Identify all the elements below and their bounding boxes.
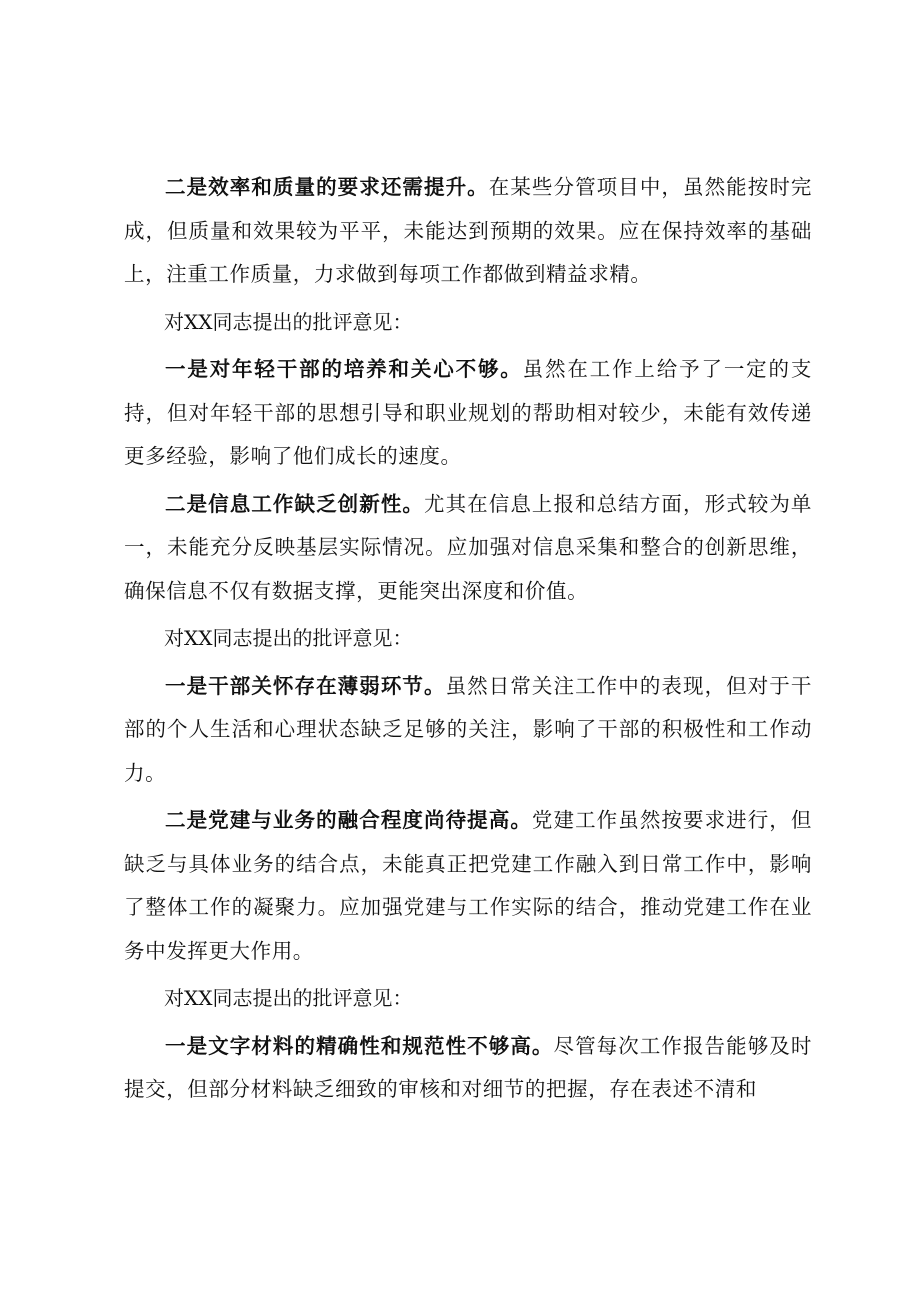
section-heading: 对XX同志提出的批评意见： <box>164 986 413 1010</box>
paragraph-lead: 二是信息工作缺乏创新性。 <box>165 491 424 516</box>
paragraph-party-building <box>124 799 812 973</box>
paragraph-text: 尤其在信息上报和总结方面，形式较为单一，未能充分反映基层实际情况。应加强对信息采集和整合的创新思维，确保信息不仅有数据支撑，更能突出深度和价值。 <box>124 491 812 603</box>
paragraph-efficiency-quality <box>124 166 812 297</box>
document-body <box>124 166 812 1112</box>
paragraph-text: 虽然日常关注工作中的表现，但对于干部的个人生活和心理状态缺乏足够的关注，影响了干部的积极性和工作动力。 <box>124 673 812 785</box>
paragraph-lead: 一是干部关怀存在薄弱环节。 <box>165 673 446 698</box>
paragraph-young-cadres <box>124 348 812 479</box>
paragraph-lead: 二是党建与业务的融合程度尚待提高。 <box>165 808 532 832</box>
paragraph-text: 虽然在工作上给予了一定的支持，但对年轻干部的思想引导和职业规划的帮助相对较少，未能有效传递更多经验，影响了他们成长的速度。 <box>124 357 812 468</box>
section-heading: 对XX同志提出的批评意见： <box>164 309 413 334</box>
paragraph-text: 党建工作虽然按要求进行，但缺乏与具体业务的结合点，未能真正把党建工作融入到日常工作中，影响了整体工作的凝聚力。应加强党建与工作实际的结合，推动党建工作在业务中发挥更大作用。 <box>124 808 812 963</box>
paragraph-lead: 二是效率和质量的要求还需提升。 <box>165 175 489 199</box>
paragraph-text: 在某些分管项目中，虽然能按时完成，但质量和效果较为平平，未能达到预期的效果。应在保持效率的基础上，注重工作质量，力求做到每项工作都做到精益求精。 <box>124 175 813 286</box>
paragraph-cadre-care <box>124 665 812 796</box>
paragraph-lead: 一是文字材料的精确性和规范性不够高。 <box>165 1033 554 1058</box>
paragraph-information-work <box>124 483 812 614</box>
paragraph-lead: 一是对年轻干部的培养和关心不够。 <box>165 357 523 381</box>
paragraph-written-materials <box>124 1025 812 1112</box>
section-heading: 对XX同志提出的批评意见： <box>164 626 413 650</box>
paragraph-text: 尽管每次工作报告能够及时提交，但部分材料缺乏细致的审核和对细节的把握，存在表述不清和 <box>124 1033 812 1101</box>
